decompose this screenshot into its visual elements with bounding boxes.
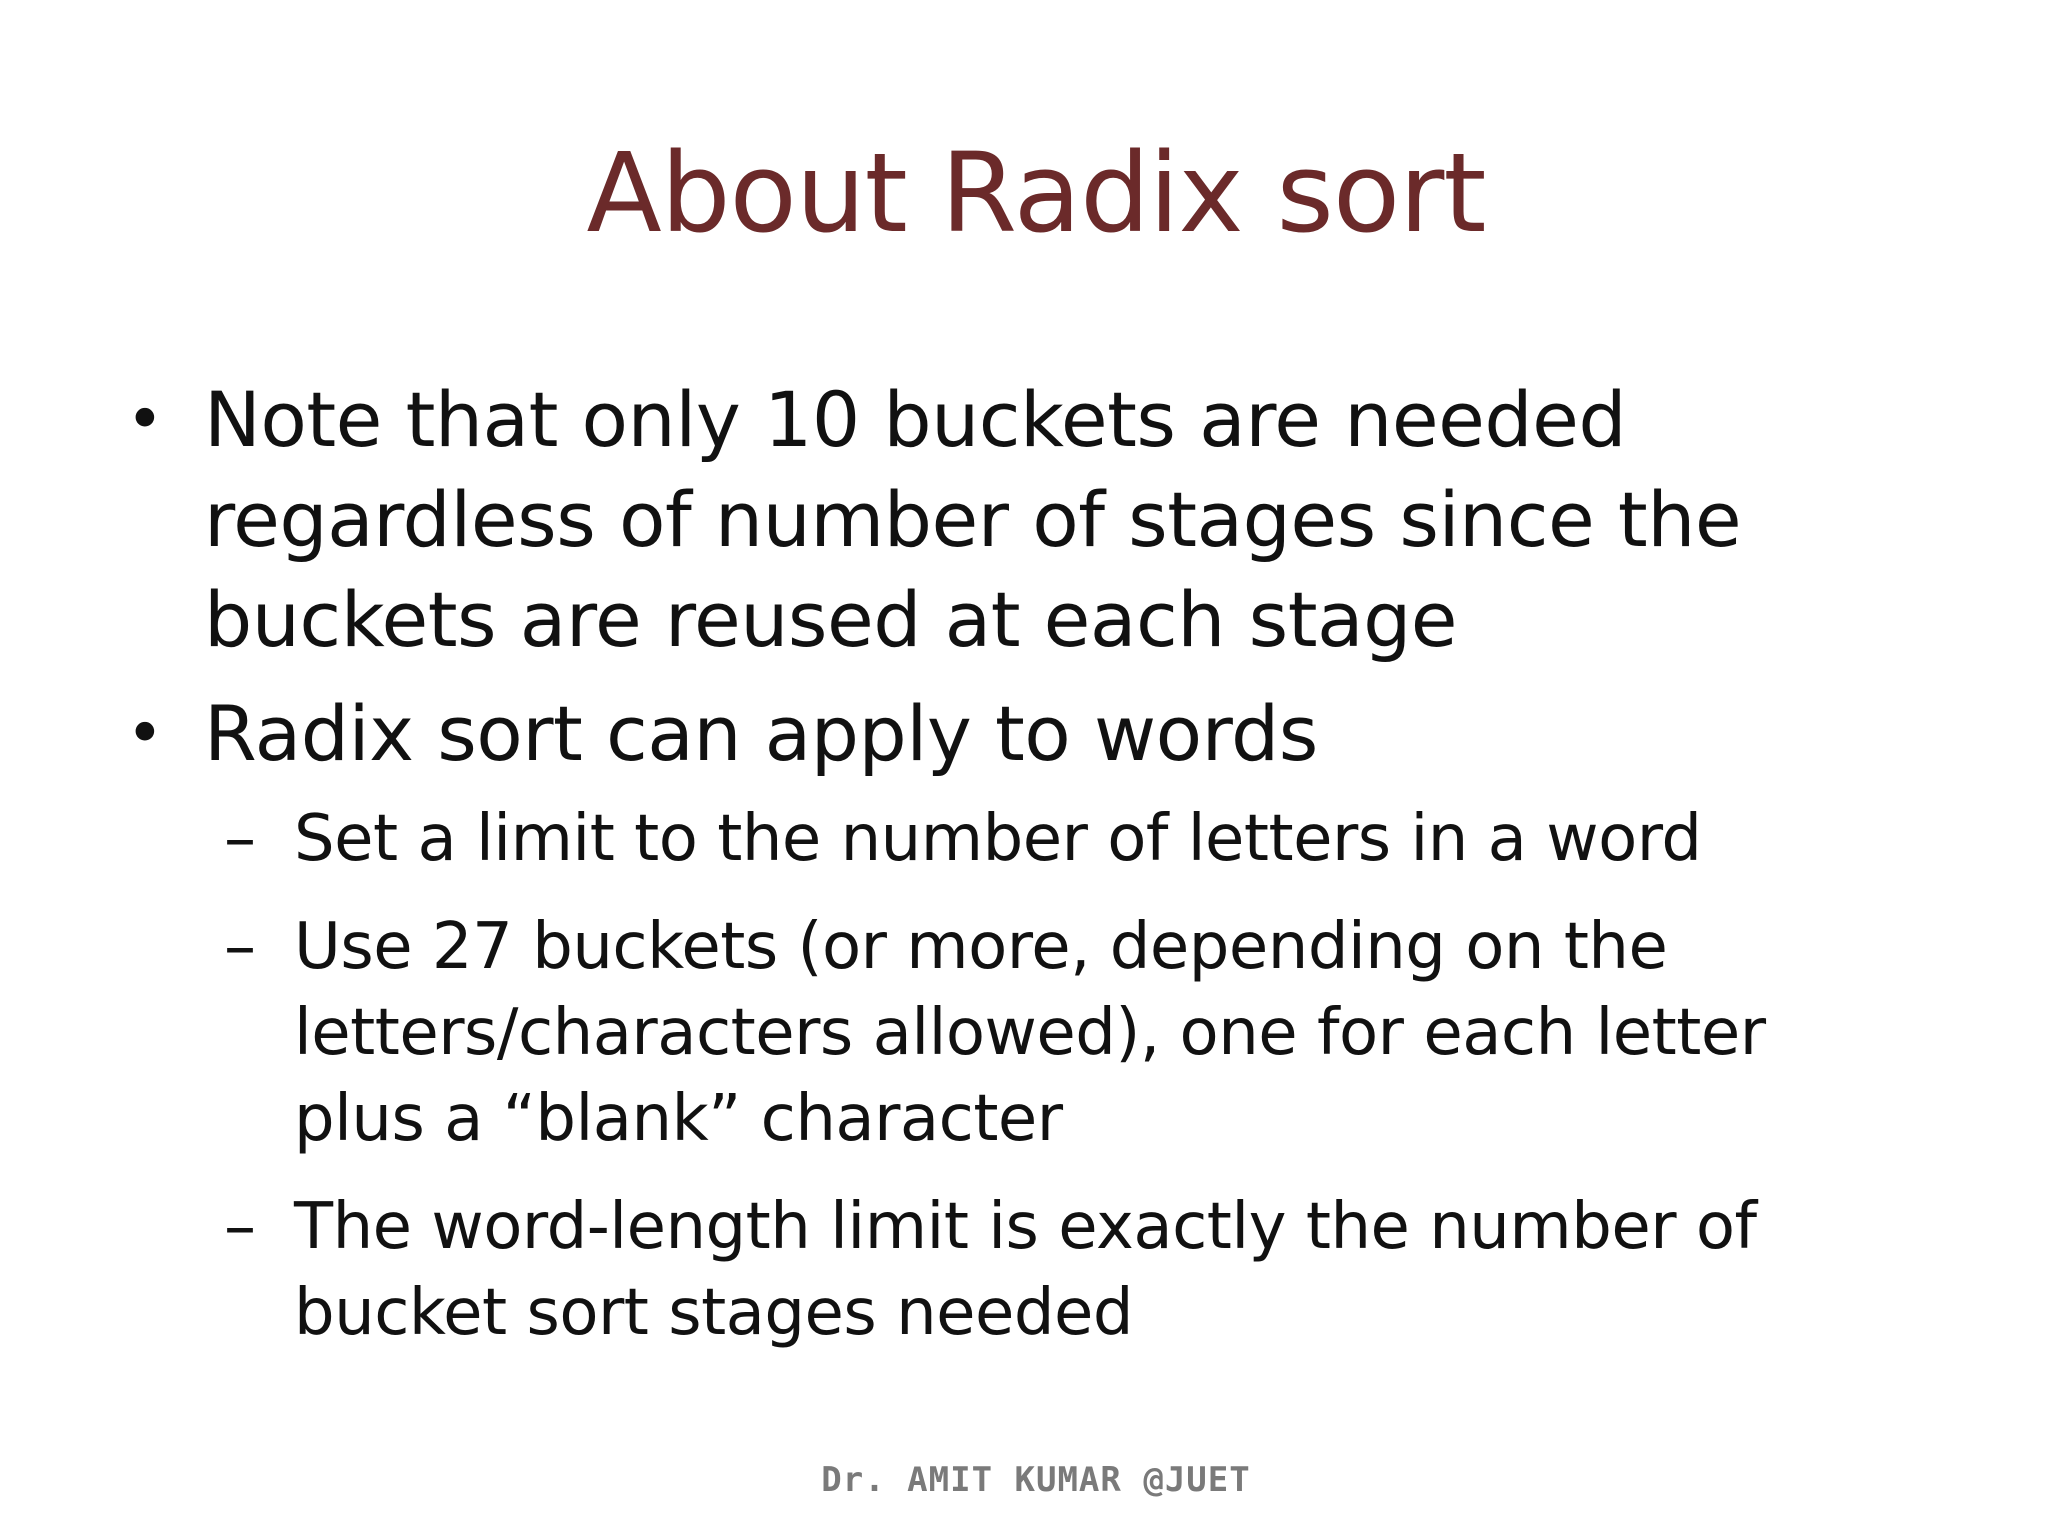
bullet-marker: • (126, 383, 164, 457)
dash-marker: – (224, 910, 256, 984)
sub-bullet-line: Set a limit to the number of letters in a word (294, 802, 1702, 876)
sub-bullet-line: letters/characters allowed), one for each letter (294, 996, 1766, 1070)
sub-bullet-list (204, 796, 1840, 1356)
sub-bullet-line: bucket sort stages needed (294, 1276, 1133, 1350)
bullet-line: Radix sort can apply to words (204, 689, 1318, 778)
sub-bullet-line: The word-length limit is exactly the number of (294, 1190, 1757, 1264)
sub-bullet-line: Use 27 buckets (or more, depending on the (294, 910, 1668, 984)
dash-marker: – (224, 1190, 256, 1264)
slide-title: About Radix sort (586, 129, 1486, 257)
bullet-line: Note that only 10 buckets are needed (204, 375, 1627, 464)
dash-marker: – (224, 802, 256, 876)
bullet-line: regardless of number of stages since the (204, 475, 1742, 564)
sub-bullet-item (120, 904, 1840, 1162)
bullet-list (120, 370, 1840, 1378)
sub-bullet-line: plus a “blank” character (294, 1082, 1063, 1156)
sub-bullet-item (120, 796, 1840, 882)
sub-bullet-item (120, 1184, 1840, 1356)
bullet-line: buckets are reused at each stage (204, 575, 1458, 664)
bullet-item (120, 684, 1840, 1356)
bullet-marker: • (126, 697, 164, 771)
footer-credit: Dr. AMIT KUMAR @JUET (821, 1460, 1251, 1500)
bullet-item (120, 370, 1840, 670)
